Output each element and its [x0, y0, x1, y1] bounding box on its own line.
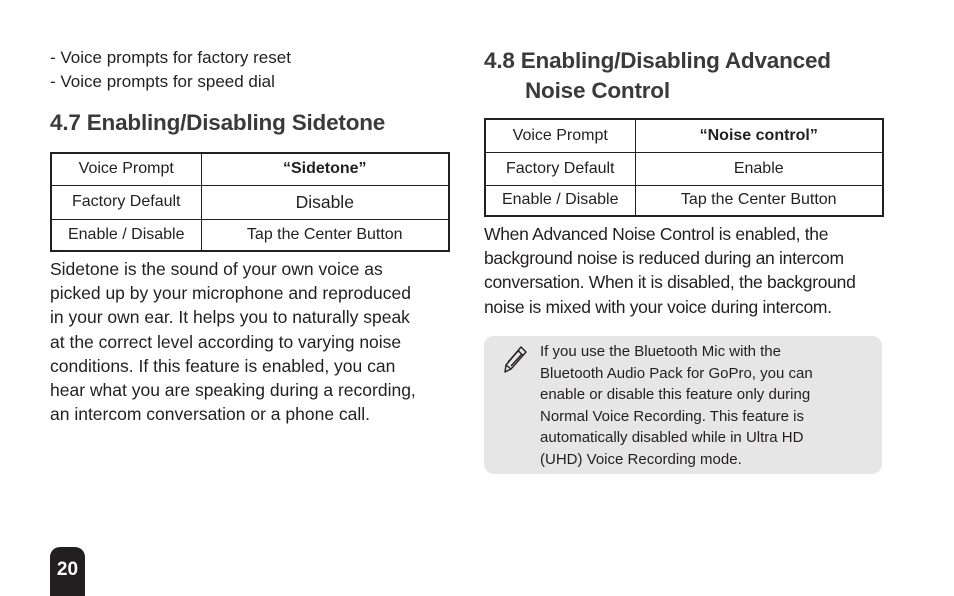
note-text — [540, 341, 813, 470]
paragraph-line: Sidetone is the sound of your own voice as — [50, 259, 383, 279]
note-line: enable or disable this feature only during — [540, 386, 811, 403]
noise-control-table — [484, 118, 884, 217]
table-label-cell: Factory Default — [485, 152, 635, 185]
page-number: 20 — [50, 547, 85, 596]
paragraph-line: conversation. When it is disabled, the background — [484, 272, 856, 293]
section-heading-noise-control — [484, 46, 831, 106]
note-line: Normal Voice Recording. This feature is — [540, 407, 805, 425]
paragraph-line: an intercom conversation or a phone call. — [50, 404, 371, 425]
paragraph-line: picked up by your microphone and reproduced — [50, 283, 411, 304]
table-row — [485, 152, 883, 185]
note-line: If you use the Bluetooth Mic with the — [540, 343, 781, 360]
table-value-cell: “Noise control” — [635, 119, 883, 152]
table-value-cell: Enable — [635, 152, 883, 185]
paragraph-line: conditions. If this feature is enabled, you can — [50, 355, 396, 376]
intro-line: - Voice prompts for factory reset — [50, 48, 291, 67]
sidetone-table — [50, 152, 450, 252]
note-line: automatically disabled while in Ultra HD — [540, 429, 804, 446]
paragraph-line: hear what you are speaking during a recording, — [50, 380, 416, 401]
table-row — [485, 185, 883, 216]
intro-line: - Voice prompts for speed dial — [50, 72, 275, 91]
table-row — [51, 185, 449, 219]
heading-line: Noise Control — [525, 78, 670, 103]
table-label-cell: Enable / Disable — [51, 219, 201, 251]
note-box — [484, 336, 882, 474]
table-value-cell: “Sidetone” — [201, 153, 449, 185]
heading-line: Enabling/Disabling Advanced — [520, 48, 831, 73]
paragraph-line: in your own ear. It helps you to naturally speak — [50, 307, 410, 328]
paragraph-line: background noise is reduced during an intercom — [484, 248, 844, 269]
table-value-cell: Tap the Center Button — [635, 185, 883, 216]
paragraph-line: noise is mixed with your voice during intercom. — [484, 296, 832, 317]
note-line: Bluetooth Audio Pack for GoPro, you can — [540, 364, 813, 382]
table-label-cell: Voice Prompt — [485, 119, 635, 152]
table-label-cell: Factory Default — [51, 185, 201, 219]
table-label-cell: Enable / Disable — [485, 185, 635, 216]
section-heading-sidetone: 4.7 Enabling/Disabling Sidetone — [50, 110, 386, 135]
paragraph-line: When Advanced Noise Control is enabled, the — [484, 224, 829, 244]
table-value-cell: Tap the Center Button — [201, 219, 449, 251]
table-row — [485, 119, 883, 152]
note-line: (UHD) Voice Recording mode. — [540, 450, 742, 468]
table-row — [51, 219, 449, 251]
paragraph-line: at the correct level according to varying noise — [50, 331, 402, 352]
pencil-icon — [502, 345, 528, 375]
noise-control-description — [484, 222, 856, 319]
table-value-cell: Disable — [201, 185, 449, 219]
table-label-cell: Voice Prompt — [51, 153, 201, 185]
sidetone-description — [50, 257, 416, 426]
table-row — [51, 153, 449, 185]
heading-number: 4.8 — [484, 48, 515, 73]
